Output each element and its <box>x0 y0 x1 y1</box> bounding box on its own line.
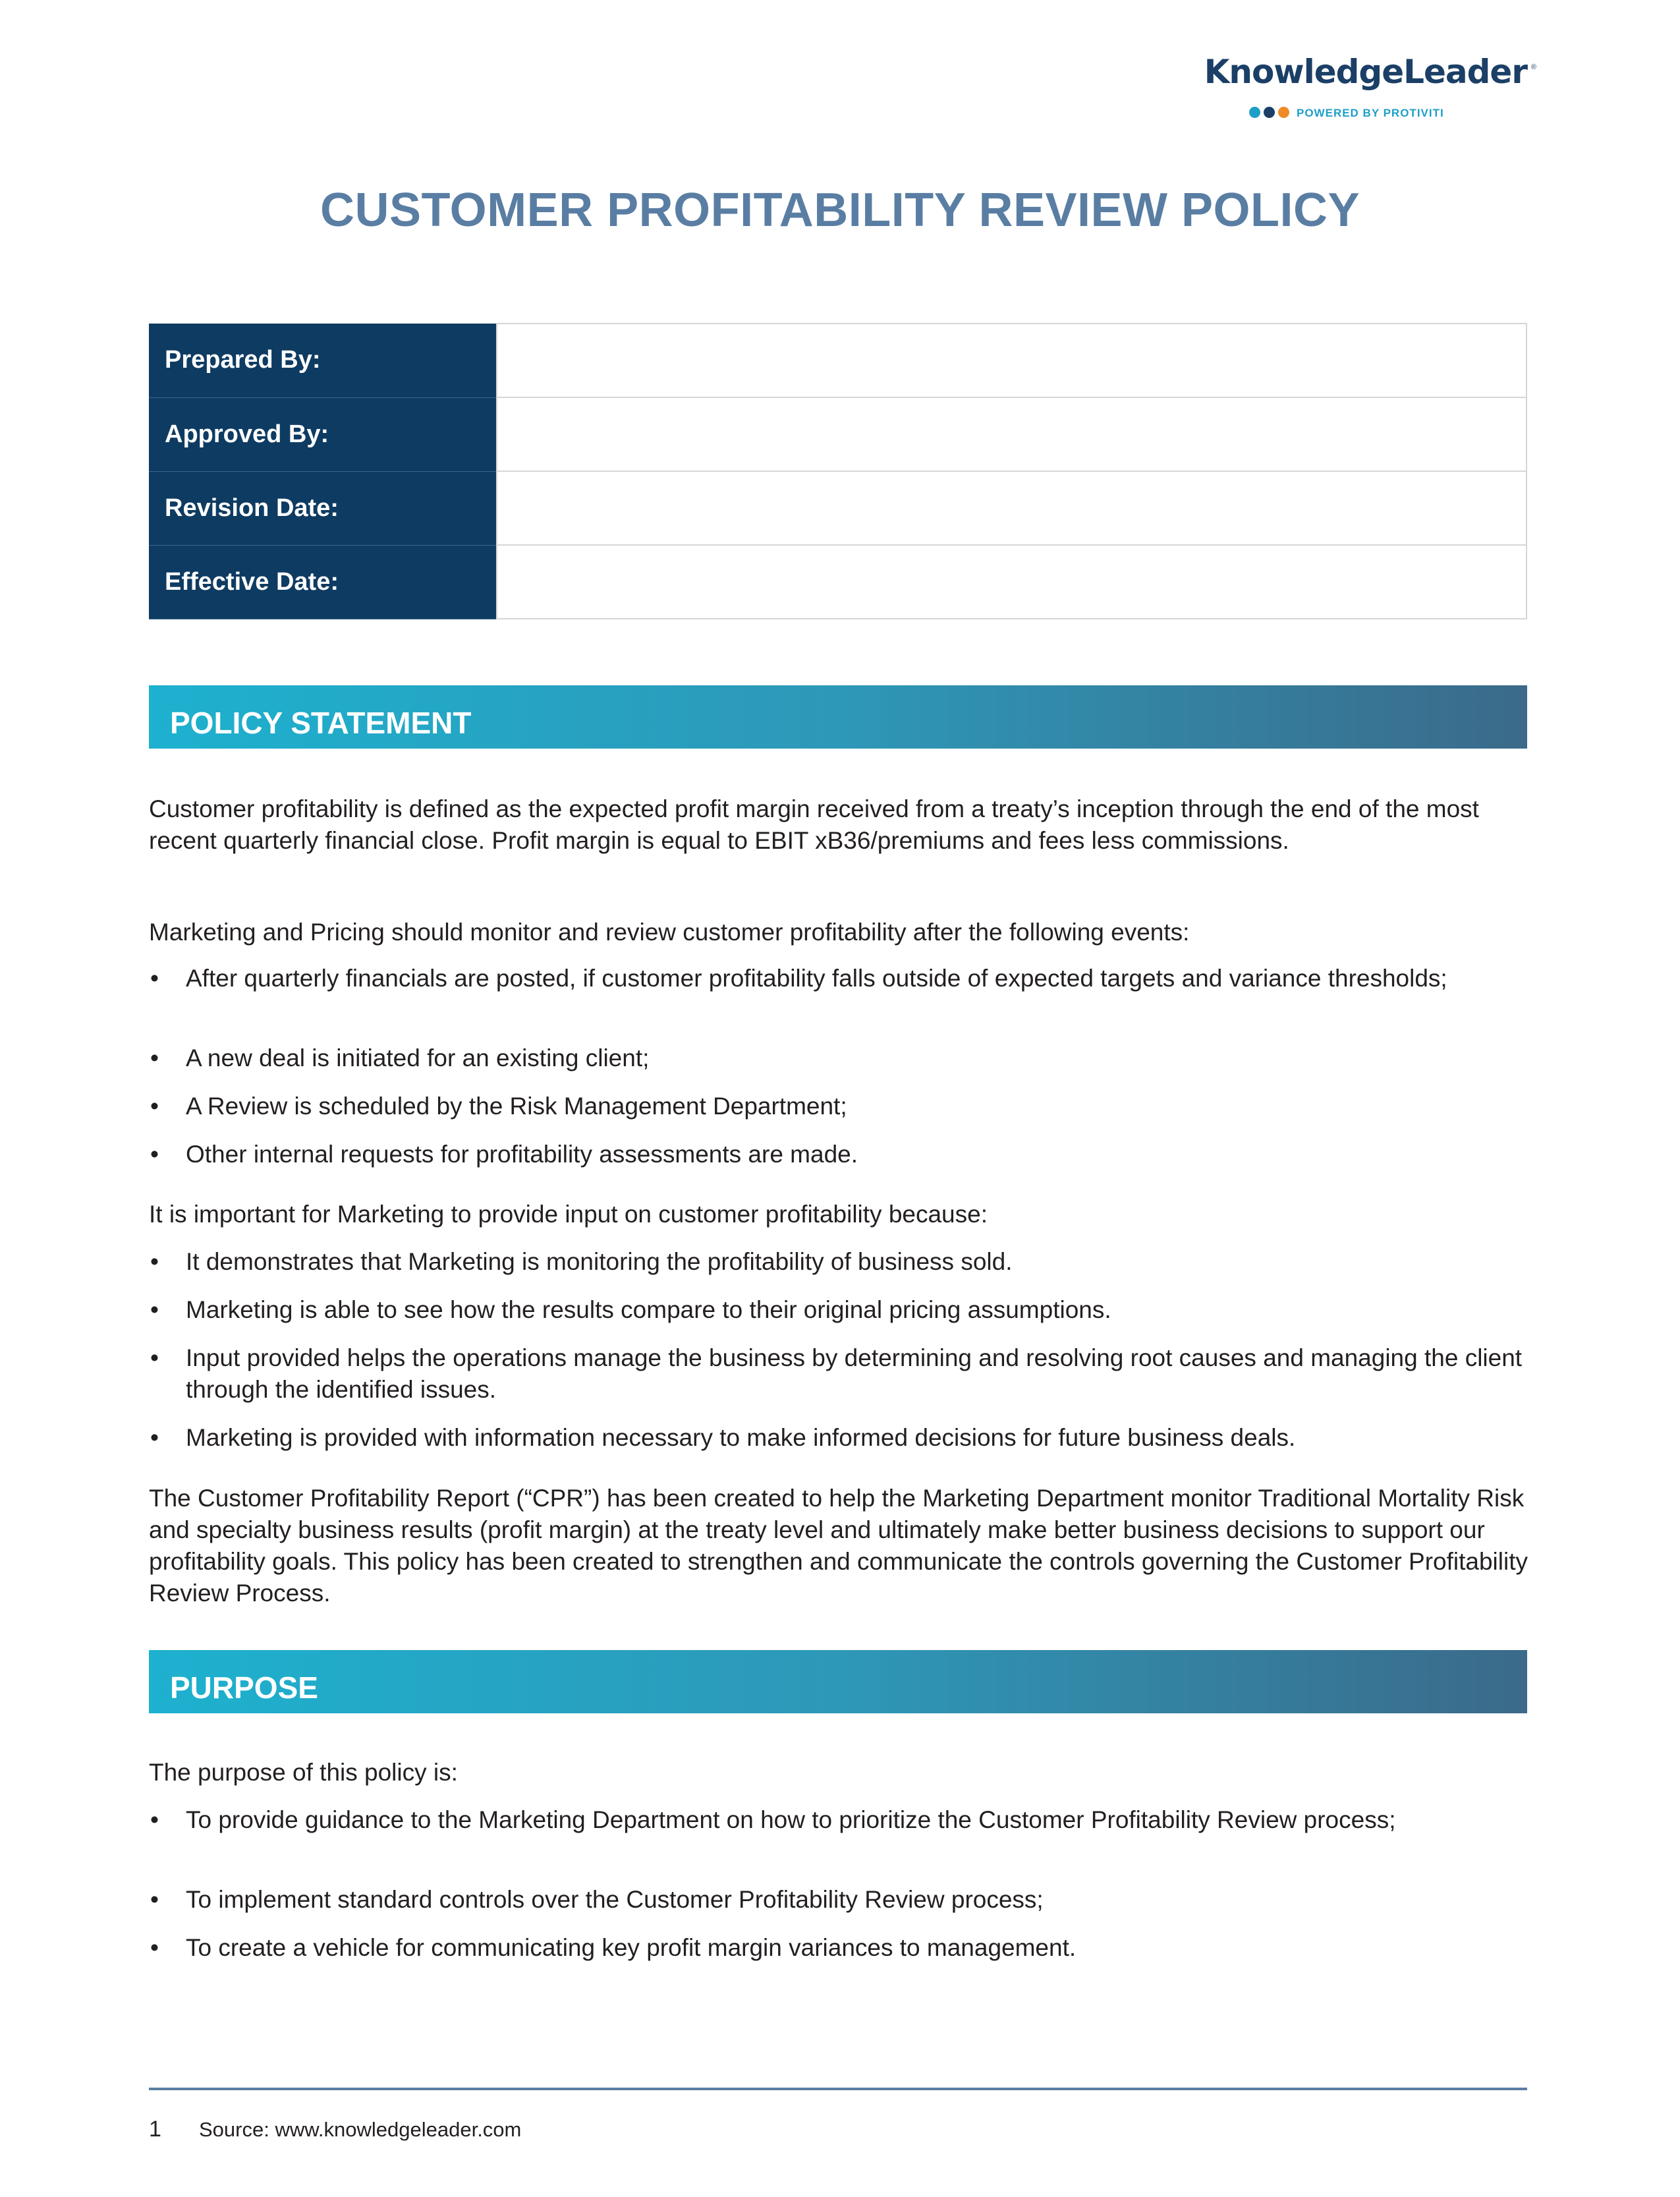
reason-text: Marketing is provided with information necessary to make informed decisions for future business deals. <box>186 1424 1296 1451</box>
page-number: 1 <box>149 2117 161 2142</box>
bullet-icon: • <box>150 1886 159 1913</box>
reasons-list-item <box>149 1294 1532 1326</box>
reason-text: Input provided helps the operations manage the business by determining and resolving root causes and managing the client through the identified issues. <box>186 1344 1523 1403</box>
reason-text: Marketing is able to see how the results compare to their original pricing assumptions. <box>186 1296 1111 1323</box>
purpose-list-item <box>149 1932 1532 1964</box>
document-meta-table <box>149 323 1527 619</box>
bullet-icon: • <box>150 1344 159 1371</box>
registered-mark: ® <box>1530 63 1536 71</box>
events-list-item <box>149 1091 1532 1122</box>
reason-text: It demonstrates that Marketing is monitoring the profitability of business sold. <box>186 1248 1013 1275</box>
policy-statement-para4-block <box>149 1483 1532 1609</box>
event-text: A new deal is initiated for an existing client; <box>186 1044 650 1071</box>
effective-date-label: Effective Date: <box>149 545 497 619</box>
purpose-list-item <box>149 1884 1532 1916</box>
reasons-list-item <box>149 1342 1532 1406</box>
purpose-heading: PURPOSE <box>149 1650 1527 1713</box>
purpose-text: To implement standard controls over the Customer Profitability Review process; <box>186 1886 1044 1913</box>
bullet-icon: • <box>150 1934 159 1961</box>
purpose-text: To create a vehicle for communicating key profit margin variances to management. <box>186 1934 1077 1961</box>
footer-divider <box>149 2088 1527 2090</box>
bullet-icon: • <box>150 1424 159 1451</box>
footer-source: Source: www.knowledgeleader.com <box>199 2118 522 2141</box>
bullet-icon: • <box>150 1296 159 1323</box>
policy-statement-para2-block <box>149 917 1532 948</box>
prepared-by-field[interactable] <box>497 324 1526 397</box>
event-text: Other internal requests for profitability assessments are made. <box>186 1141 858 1168</box>
approved-by-field[interactable] <box>497 397 1526 471</box>
revision-date-field[interactable] <box>497 471 1526 545</box>
events-list-item <box>149 1139 1532 1170</box>
revision-date-label: Revision Date: <box>149 471 497 545</box>
document-title: CUSTOMER PROFITABILITY REVIEW POLICY <box>320 184 1360 237</box>
policy-statement-para1: Customer profitability is defined as the expected profit margin received from a treaty’s inception through the end of the most recent quarterly financial close. Profit margin is equal to EBIT xB36/premiums and fees less commissions. <box>149 795 1479 854</box>
approved-by-label: Approved By: <box>149 397 497 471</box>
policy-statement-para2: Marketing and Pricing should monitor and review customer profitability after the following events: <box>149 919 1190 946</box>
events-list-item <box>149 963 1532 994</box>
brand-name: KnowledgeLeader <box>1204 53 1527 91</box>
reasons-list-item <box>149 1246 1532 1278</box>
meta-row-revision <box>149 471 1526 545</box>
bullet-icon: • <box>150 1141 159 1168</box>
bullet-icon: • <box>150 1093 159 1120</box>
policy-statement-para3-block <box>149 1199 1532 1230</box>
bullet-icon: • <box>150 1044 159 1071</box>
events-list-item <box>149 1042 1532 1074</box>
bullet-icon: • <box>150 1248 159 1275</box>
event-text: After quarterly financials are posted, if customer profitability falls outside of expected targets and variance thresholds; <box>186 965 1447 992</box>
purpose-text: To provide guidance to the Marketing Department on how to prioritize the Customer Profitability Review process; <box>186 1806 1396 1833</box>
meta-row-prepared <box>149 324 1526 397</box>
purpose-list-item <box>149 1804 1532 1836</box>
policy-statement-para4: The Customer Profitability Report (“CPR”) has been created to help the Marketing Department monitor Traditional Mortality Risk and specialty business results (profit margin) at the treaty level and ultimately make better business decisions to support our profitability goals. This policy has been created to strengthen and communicate the controls governing the Customer Profitability Review Process. <box>149 1485 1528 1607</box>
policy-statement-para3: It is important for Marketing to provide input on customer profitability because: <box>149 1201 988 1228</box>
bullet-icon: • <box>150 1806 159 1833</box>
powered-by-text: POWERED BY PROTIVITI <box>1297 107 1444 119</box>
prepared-by-label: Prepared By: <box>149 324 497 397</box>
purpose-intro: The purpose of this policy is: <box>149 1759 458 1786</box>
policy-statement-heading: POLICY STATEMENT <box>149 685 1527 749</box>
policy-statement-para1-block <box>149 793 1532 857</box>
bullet-icon: • <box>150 965 159 992</box>
reasons-list-item <box>149 1422 1532 1454</box>
effective-date-field[interactable] <box>497 545 1526 619</box>
meta-row-approved <box>149 397 1526 471</box>
meta-row-effective <box>149 545 1526 619</box>
purpose-intro-block <box>149 1757 1532 1788</box>
event-text: A Review is scheduled by the Risk Management Department; <box>186 1093 847 1120</box>
brand-logo <box>1185 53 1536 132</box>
